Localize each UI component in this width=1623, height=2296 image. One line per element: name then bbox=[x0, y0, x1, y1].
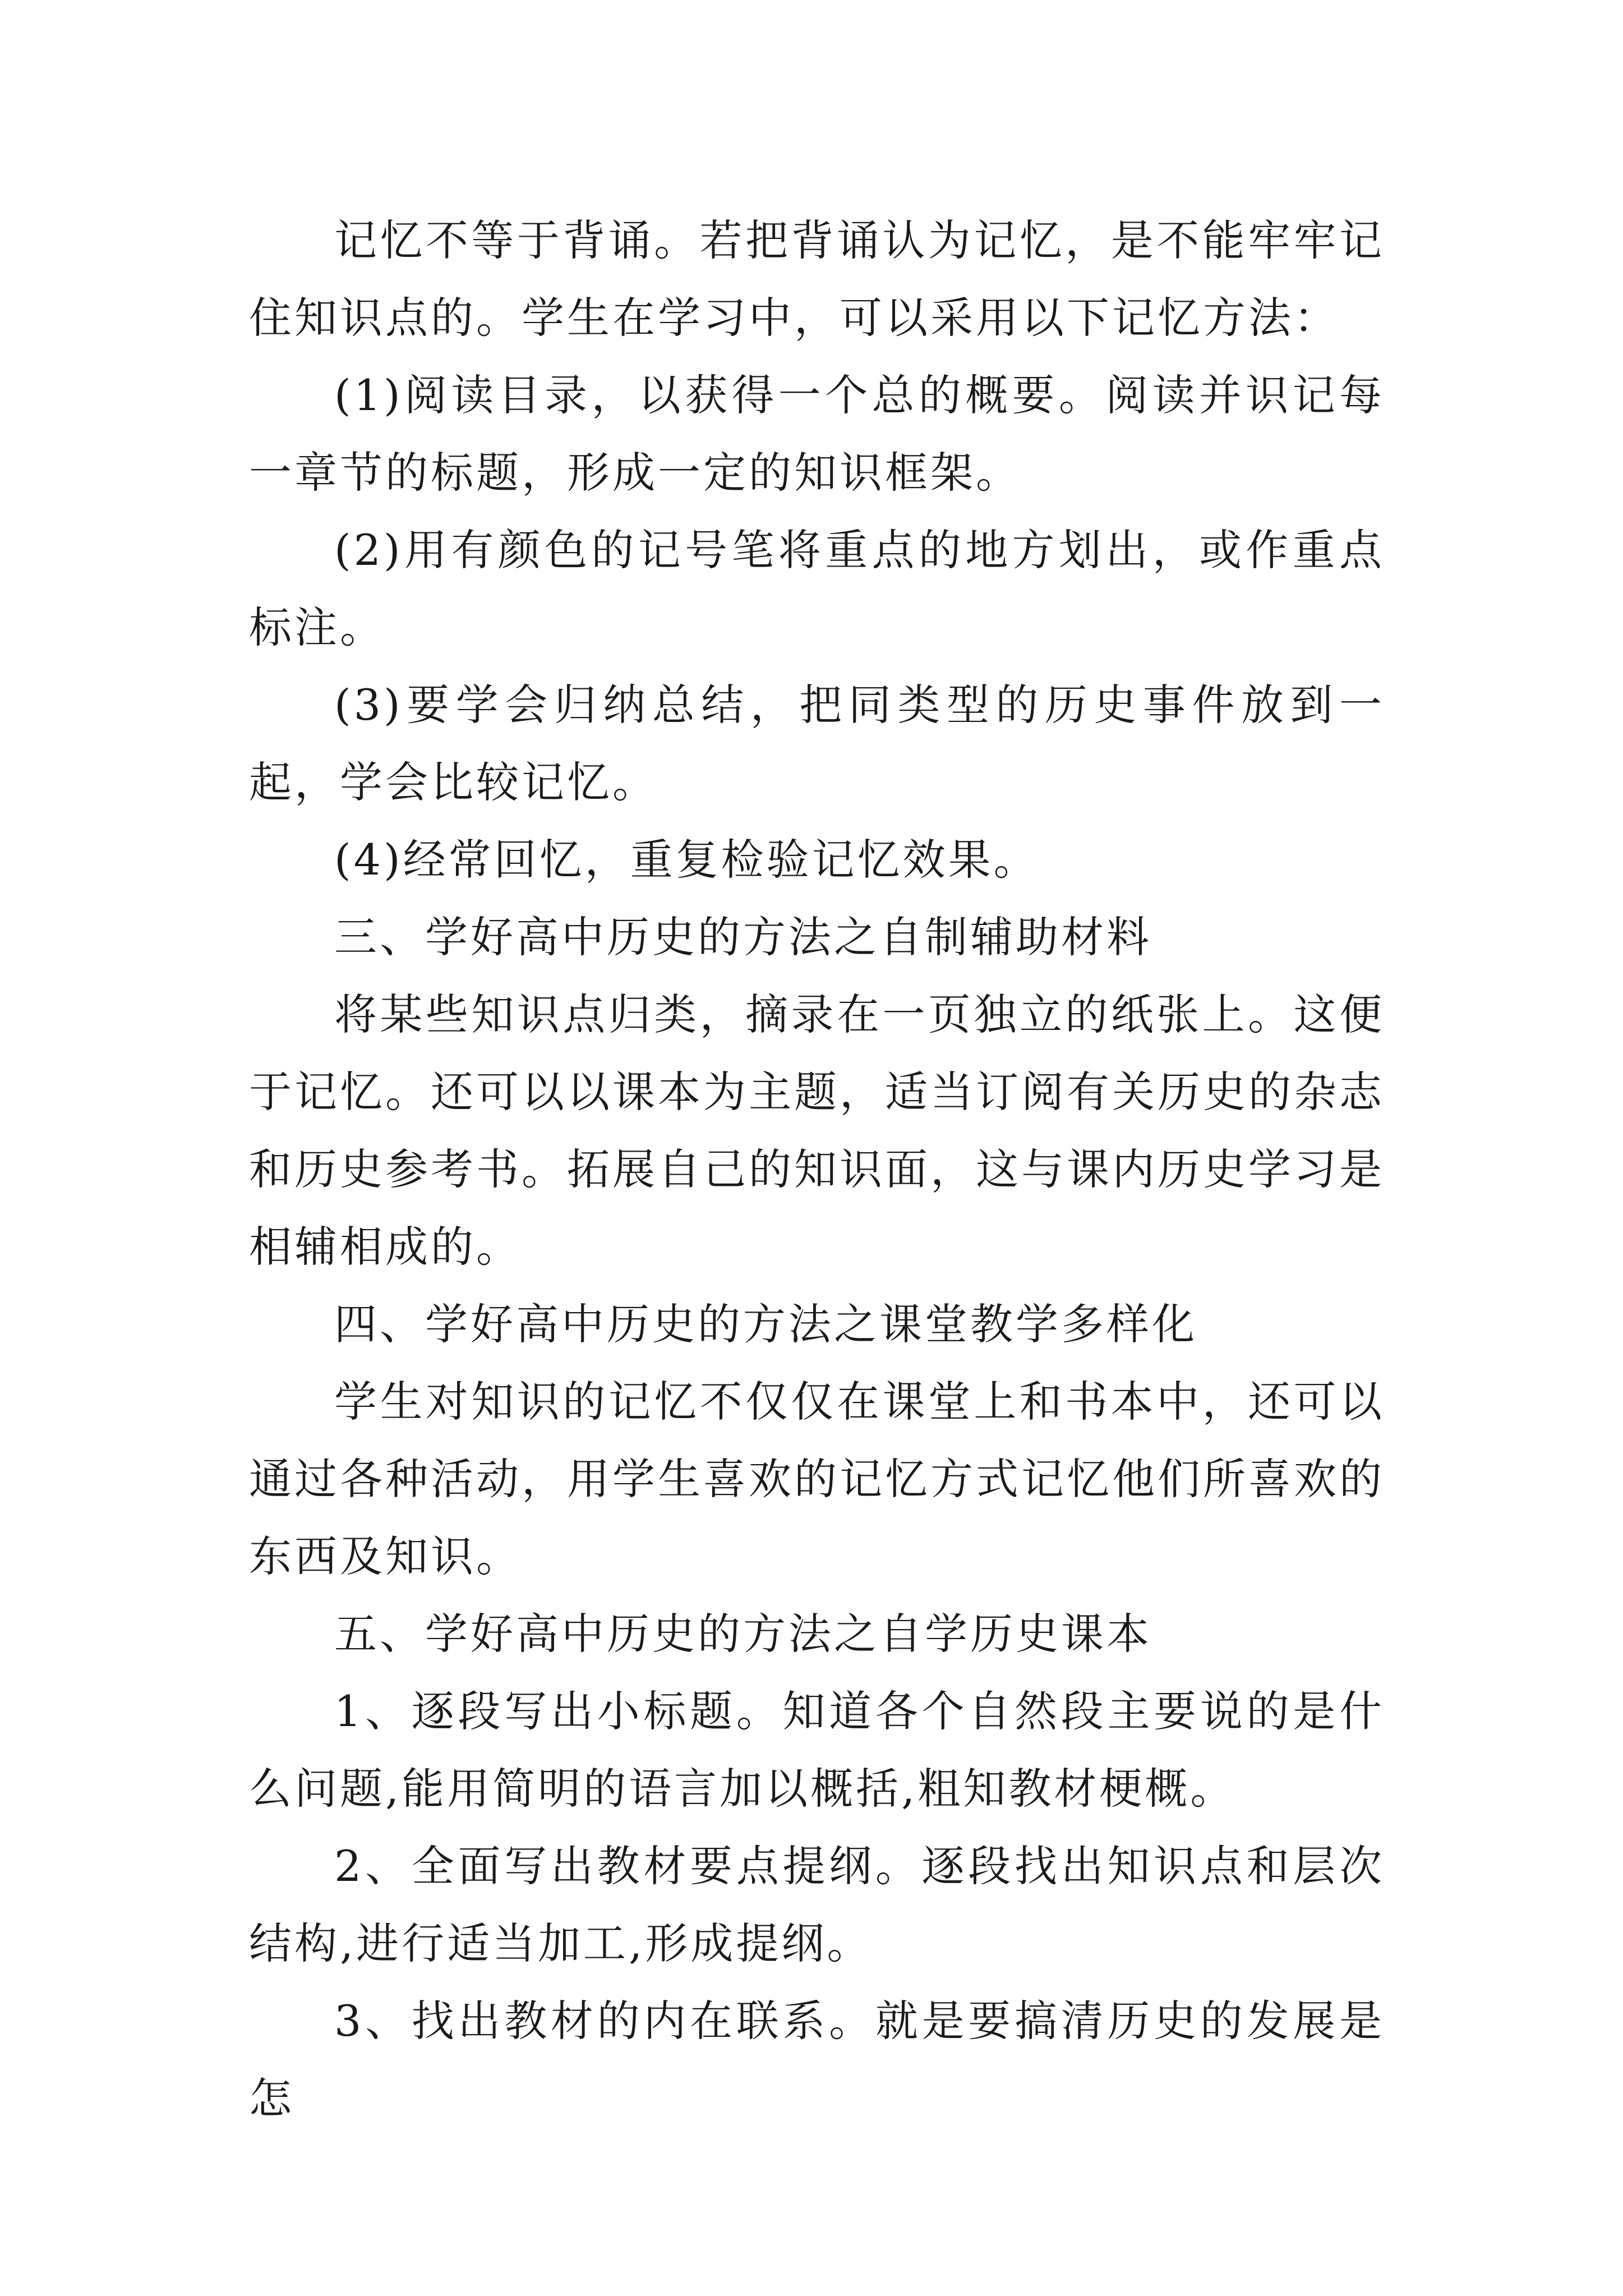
paragraph-method-2: (2)用有颜色的记号笔将重点的地方划出，或作重点标注。 bbox=[249, 525, 1385, 652]
section-heading-4: 四、学好高中历史的方法之课堂教学多样化 bbox=[334, 1299, 1197, 1349]
section-heading-3: 三、学好高中历史的方法之自制辅助材料 bbox=[334, 912, 1152, 962]
paragraph-step-2: 2、全面写出教材要点提纲。逐段找出知识点和层次结构,进行适当加工,形成提纲。 bbox=[249, 1841, 1385, 1968]
paragraph-method-4: (4)经常回忆，重复检验记忆效果。 bbox=[334, 835, 1039, 885]
section-heading-5: 五、学好高中历史的方法之自学历史课本 bbox=[334, 1609, 1152, 1659]
paragraph-method-3: (3)要学会归纳总结，把同类型的历史事件放到一起，学会比较记忆。 bbox=[249, 680, 1385, 807]
paragraph-classroom: 学生对知识的记忆不仅仅在课堂上和书本中，还可以通过各种活动，用学生喜欢的记忆方式记忆他们所喜欢的东西及知识。 bbox=[249, 1377, 1385, 1581]
paragraph-step-1: 1、逐段写出小标题。知道各个自然段主要说的是什么问题,能用简明的语言加以概括,粗知教材梗概。 bbox=[249, 1686, 1385, 1814]
paragraph-memory-intro: 记忆不等于背诵。若把背诵认为记忆，是不能牢牢记住知识点的。学生在学习中，可以采用以下记忆方法： bbox=[249, 215, 1385, 343]
body-text bbox=[249, 202, 1385, 2137]
paragraph-method-1: (1)阅读目录，以获得一个总的概要。阅读并识记每一章节的标题，形成一定的知识框架。 bbox=[249, 370, 1385, 498]
paragraph-materials: 将某些知识点归类，摘录在一页独立的纸张上。这便于记忆。还可以以课本为主题，适当订阅有关历史的杂志和历史参考书。拓展自己的知识面，这与课内历史学习是相辅相成的。 bbox=[249, 990, 1385, 1272]
paragraph-step-3: 3、找出教材的内在联系。就是要搞清历史的发展是怎 bbox=[249, 1996, 1385, 2123]
